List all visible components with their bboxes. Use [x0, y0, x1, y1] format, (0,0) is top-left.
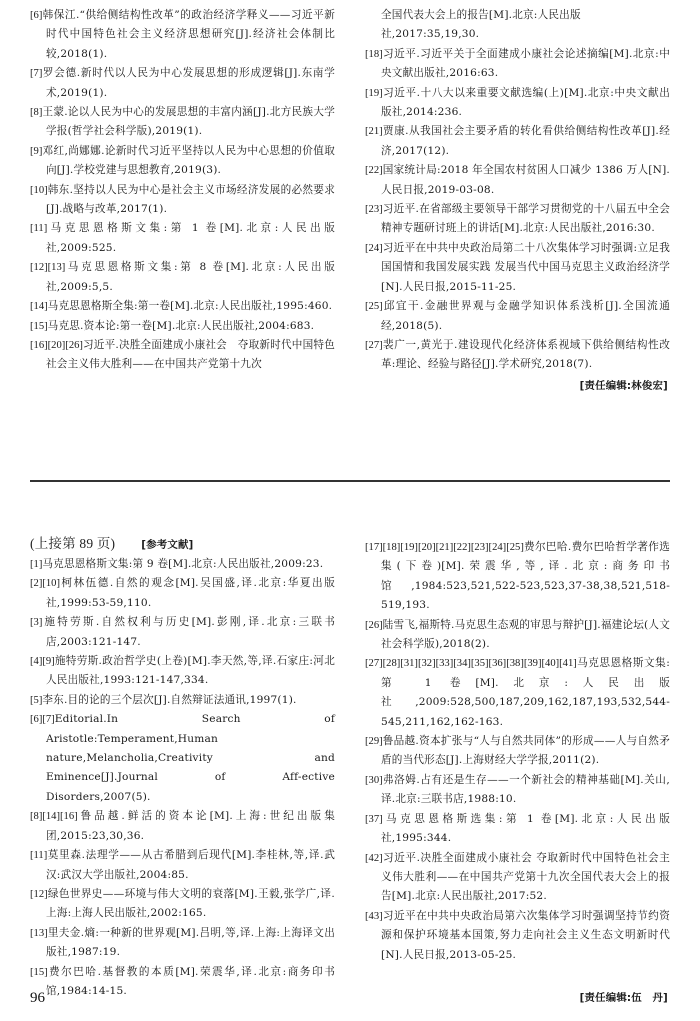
- reference-item: [16][20][26]习近平.决胜全面建成小康社会 夺取新时代中国特色社会主义伟大胜利——在中国共产党第十九次: [30, 338, 335, 371]
- reference-item: [21]贾康.从我国社会主要矛盾的转化看供给侧结构性改革[J].经济,2017(12).: [365, 125, 670, 157]
- responsible-editor: [责任编辑:林俊宏]: [579, 379, 668, 392]
- reference-item: [5]李东.目的论的三个层次[J].自然辩证法通讯,1997(1).: [30, 693, 297, 706]
- reference-item: [4][9]施特劳斯.政治哲学史(上卷)[M].李天然,等,译.石家庄:河北人民出版社,1993:121-147,334.: [30, 655, 335, 687]
- reference-item: [30]弗洛姆.占有还是生存——一个新社会的精神基础[M].关山,译.北京:三联书店,1988:10.: [365, 773, 670, 806]
- reference-item: [27][28][31][32][33][34][35][36][38][39][40][41]马克思恩格斯文集:第 1 卷[M].北京:人民出版社,2009:528,500,187,209,162,187,193,532,544-545,211,162,162-163.: [365, 657, 670, 728]
- reference-item: [25]邱宜干.金融世界观与金融学知识体系浅析[J].全国流通经,2018(5).: [365, 300, 670, 332]
- references-heading: [参考文献]: [141, 539, 194, 551]
- references-header: [30, 534, 335, 555]
- reference-item: [9]邓红,尚娜娜.论新时代习近平坚持以人民为中心思想的价值取向[J].学校党建与思想教育,2019(3).: [30, 144, 335, 177]
- reference-item: [42]习近平.决胜全面建成小康社会 夺取新时代中国特色社会主义伟大胜利——在中国共产党第十九次全国代表大会上的报告[M].北京:人民出版社,2017:52.: [365, 851, 670, 903]
- reference-item: [23]习近平.在省部级主要领导干部学习贯彻党的十八届五中全会精神专题研讨班上的讲话[M].北京:人民出版社,2016:30.: [365, 203, 670, 235]
- reference-item: [27]裴广一,黄光于.建设现代化经济体系视域下供给侧结构性改革:理论、经验与路径[J].学术研究,2018(7).: [365, 338, 670, 371]
- reference-item: [37]马克思恩格斯选集:第 1 卷[M].北京:人民出版社,1995:344.: [365, 812, 670, 845]
- reference-item: [14]马克思恩格斯全集:第一卷[M].北京:人民出版社,1995:460.: [30, 300, 333, 313]
- top-right-references: [365, 6, 670, 396]
- continued-from-page: (上接第 89 页): [30, 536, 116, 551]
- reference-item: [3]施特劳斯.自然权利与历史[M].彭刚,译.北京:三联书店,2003:121-147.: [30, 616, 335, 648]
- reference-item: [43]习近平在中共中央政治局第六次集体学习时强调坚持节约资源和保护环境基本国策,努力走向社会主义生态文明新时代[N].人民日报,2013-05-25.: [365, 909, 670, 961]
- reference-item: [15]费尔巴哈.基督教的本质[M].荣震华,译.北京:商务印书馆,1984:14-15.: [30, 965, 335, 997]
- section-divider: [30, 480, 670, 482]
- reference-item: [12][13]马克思恩格斯文集:第 8 卷[M].北京:人民出版社,2009:5,5.: [30, 261, 335, 293]
- reference-item: [10]韩东.坚持以人民为中心是社会主义市场经济发展的必然要求[J].战略与改革,2017(1).: [30, 183, 335, 216]
- reference-item: [18]习近平.习近平关于全面建成小康社会论述摘编[M].北京:中央文献出版社,2016:63.: [365, 47, 670, 80]
- reference-item: [26]陆雪飞,福斯特.马克思生态观的审思与辩护[J].福建论坛(人文社会科学版),2018(2).: [365, 618, 670, 651]
- responsible-editor: [责任编辑:伍 丹]: [579, 991, 668, 1004]
- reference-item: [6]韩保江.“供给侧结构性改革”的政治经济学释义——习近平新时代中国特色社会主义经济思想研究[J].经济社会体制比较,2018(1).: [30, 9, 335, 60]
- reference-item: [2][10]柯林伍德.自然的观念[M].吴国盛,译.北京:华夏出版社,1999:53-59,110.: [30, 577, 335, 609]
- reference-item: [19]习近平.十八大以来重要文献选编(上)[M].北京:中央文献出版社,2014:236.: [365, 86, 670, 119]
- reference-item: [22]国家统计局:2018 年全国农村贫困人口减少 1386 万人[N].人民日报,2019-03-08.: [365, 164, 670, 196]
- reference-item: [8]王蒙.论以人民为中心的发展思想的丰富内涵[J].北方民族大学学报(哲学社会科学版),2019(1).: [30, 106, 335, 138]
- reference-item: [1]马克思恩格斯文集:第 9 卷[M].北京:人民出版社,2009:23.: [30, 558, 324, 570]
- reference-item: [17][18][19][20][21][22][23][24][25]费尔巴哈.费尔巴哈哲学著作选集(下卷)[M].荣震华,等,译.北京:商务印书馆,1984:523,521,522-523,523,37-38,38,521,518-519,193.: [365, 541, 670, 612]
- reference-item: [8][14][16]鲁品越.鲜活的资本论[M].上海:世纪出版集团,2015:23,30,36.: [30, 810, 335, 842]
- reference-continuation: 全国代表大会上的报告[M].北京:人民出版社,2017:35,19,30.: [381, 9, 581, 41]
- bottom-left-references: [30, 534, 335, 1001]
- reference-item: [7]罗会德.新时代以人民为中心发展思想的形成逻辑[J].东南学术,2019(1).: [30, 67, 335, 99]
- reference-item: [29]鲁品越.资本扩张与“人与自然共同体”的形成——人与自然矛盾的当代形态[J].上海财经大学学报,2011(2).: [365, 735, 670, 767]
- reference-item: [13]里夫金.熵:一种新的世界观[M].吕明,等,译.上海:上海译文出版社,1987:19.: [30, 926, 335, 959]
- reference-item: [6][7]Editorial.In Search of Aristotle:Temperament,Human nature,Melancholia,Creativity and Eminence[J].Journal of Aff-ective Disorders,2007(5).: [30, 713, 335, 803]
- bottom-right-references: [365, 538, 670, 1008]
- reference-item: [24]习近平在中共中央政治局第二十八次集体学习时强调:立足我国国情和我国发展实践 发展当代中国马克思主义政治经济学[N].人民日报,2015-11-25.: [365, 241, 670, 293]
- reference-item: [11]莫里森.法理学——从古希腊到后现代[M].李桂林,等,译.武汉:武汉大学出版社,2004:85.: [30, 849, 335, 881]
- top-left-references: [30, 6, 335, 375]
- reference-item: [11]马克思恩格斯文集:第 1 卷[M].北京:人民出版社,2009:525.: [30, 222, 335, 254]
- page-number: 96: [30, 990, 45, 1006]
- reference-item: [15]马克思.资本论:第一卷[M].北京:人民出版社,2004:683.: [30, 319, 315, 332]
- reference-item: [12]绿色世界史——环境与伟大文明的衰落[M].王毅,张学广,译.上海:上海人民出版社,2002:165.: [30, 887, 335, 920]
